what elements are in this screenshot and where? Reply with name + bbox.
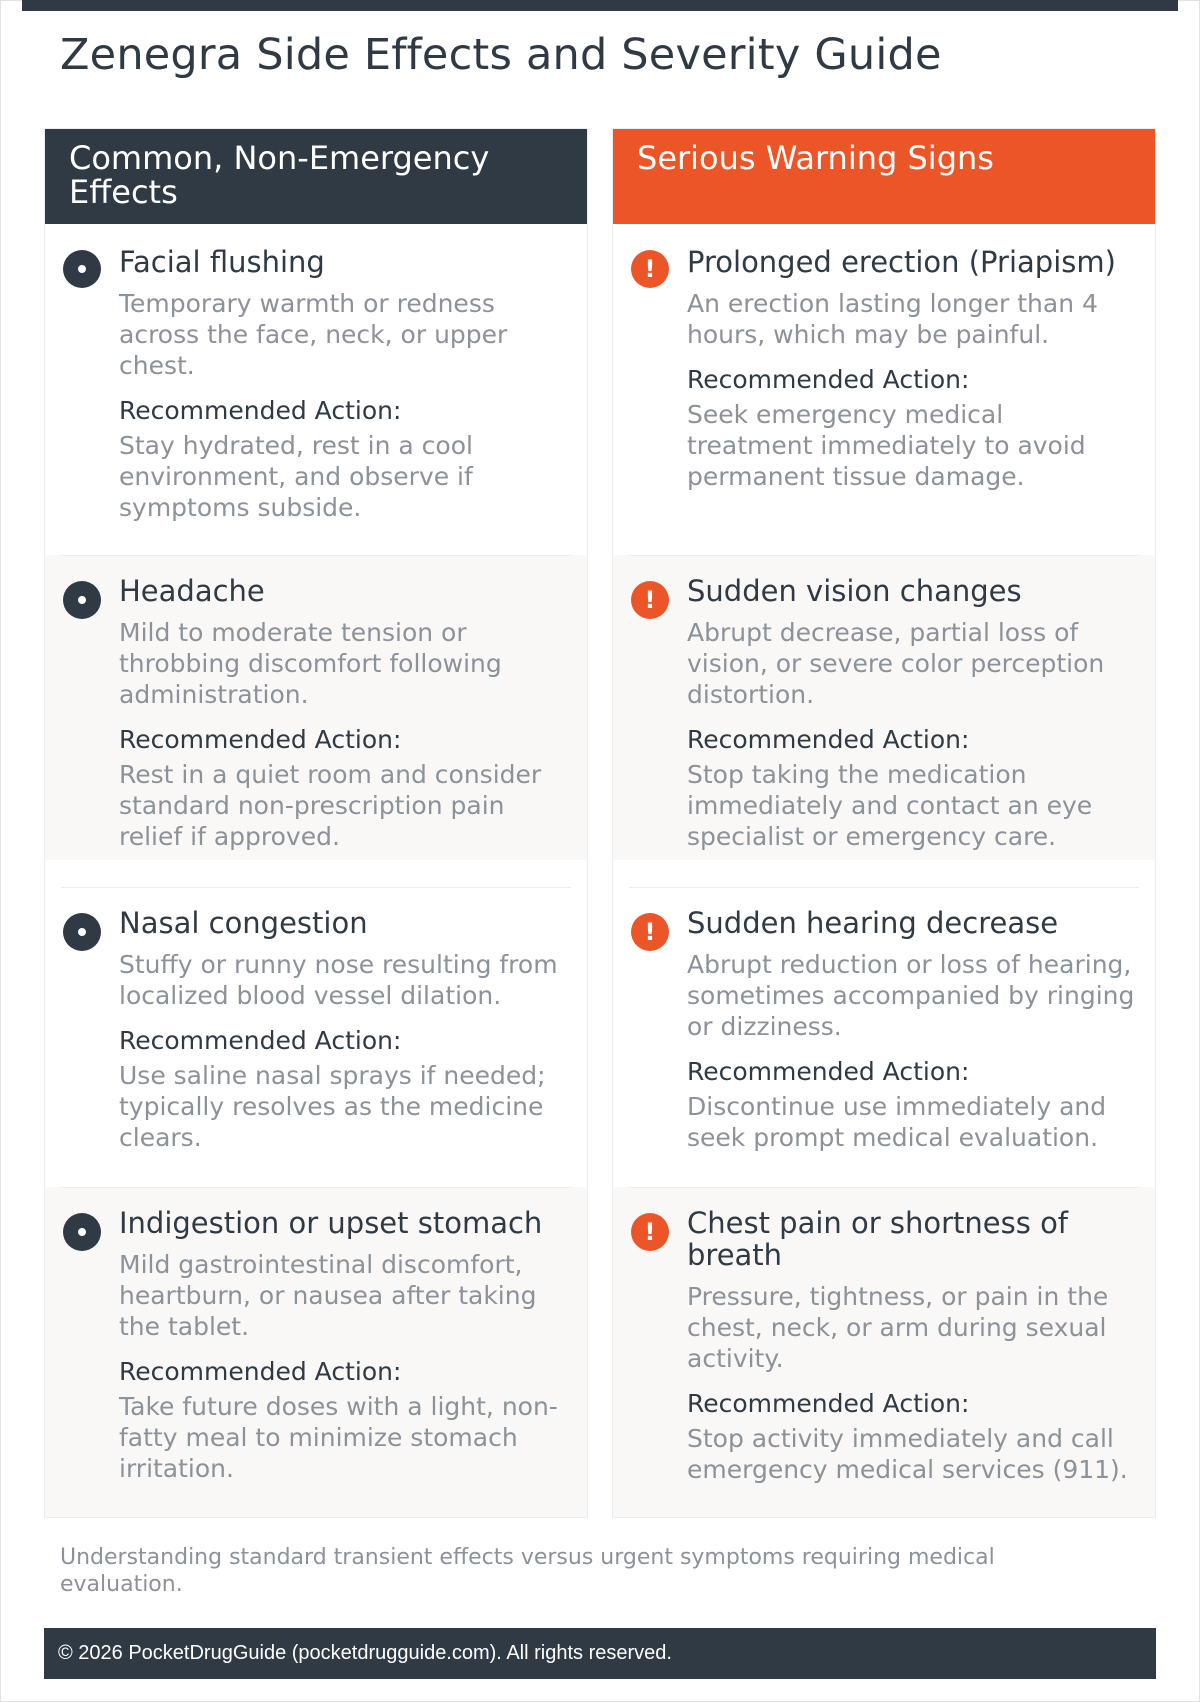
dot-icon <box>63 913 101 951</box>
item-description: Mild to moderate tension or throbbing discomfort following administration. <box>119 618 502 709</box>
alert-icon: ! <box>631 581 669 619</box>
item-divider <box>61 555 571 556</box>
action-text: Use saline nasal sprays if needed; typically resolves as the medicine clears. <box>119 1061 546 1152</box>
alert-icon: ! <box>631 250 669 288</box>
item-divider <box>61 1187 571 1188</box>
item-divider <box>629 887 1139 888</box>
serious-warnings-header: Serious Warning Signs <box>613 129 1155 224</box>
item-divider <box>629 1187 1139 1188</box>
item-title: Chest pain or shortness of breath <box>687 1206 1069 1272</box>
item-description: Abrupt reduction or loss of hearing, sometimes accompanied by ringing or dizziness. <box>687 950 1135 1041</box>
action-text: Stop taking the medication immediately and contact an eye specialist or emergency care. <box>687 760 1093 851</box>
item-description: Pressure, tightness, or pain in the chest, neck, or arm during sexual activity. <box>687 1282 1109 1373</box>
list-item <box>45 555 587 860</box>
action-text: Seek emergency medical treatment immediately to avoid permanent tissue damage. <box>687 400 1086 491</box>
item-description: Stuffy or runny nose resulting from localized blood vessel dilation. <box>119 950 558 1010</box>
item-title: Prolonged erection (Priapism) <box>687 245 1116 279</box>
footer-bar <box>44 1628 1156 1679</box>
serious-warnings-column <box>612 128 1156 1518</box>
item-title: Headache <box>119 574 265 608</box>
list-item <box>613 887 1155 1165</box>
common-effects-header: Common, Non-Emergency Effects <box>45 129 587 224</box>
list-item <box>613 1187 1155 1517</box>
action-text: Discontinue use immediately and seek prompt medical evaluation. <box>687 1092 1107 1152</box>
action-label: Recommended Action: <box>687 725 970 754</box>
dot-icon <box>63 250 101 288</box>
action-text: Rest in a quiet room and consider standard non-prescription pain relief if approved. <box>119 760 542 851</box>
item-divider <box>61 887 571 888</box>
item-title: Sudden hearing decrease <box>687 906 1059 940</box>
item-description: An erection lasting longer than 4 hours, which may be painful. <box>687 289 1098 349</box>
item-description: Abrupt decrease, partial loss of vision, or severe color perception distortion. <box>687 618 1105 709</box>
list-item <box>613 224 1155 529</box>
list-item <box>45 887 587 1165</box>
action-text: Take future doses with a light, non-fatty meal to minimize stomach irritation. <box>119 1392 558 1483</box>
alert-icon: ! <box>631 913 669 951</box>
item-title: Facial flushing <box>119 245 325 279</box>
list-item <box>45 1187 587 1517</box>
item-description: Mild gastrointestinal discomfort, heartburn, or nausea after taking the tablet. <box>119 1250 537 1341</box>
list-item <box>45 224 587 529</box>
copyright-text: © 2026 PocketDrugGuide (pocketdrugguide.com). All rights reserved. <box>58 1642 672 1664</box>
item-title: Nasal congestion <box>119 906 368 940</box>
action-label: Recommended Action: <box>119 1357 402 1386</box>
top-accent-bar <box>22 0 1178 11</box>
action-label: Recommended Action: <box>119 396 402 425</box>
action-text: Stop activity immediately and call emergency medical services (911). <box>687 1424 1128 1484</box>
alert-icon: ! <box>631 1213 669 1251</box>
item-title: Sudden vision changes <box>687 574 1022 608</box>
action-label: Recommended Action: <box>687 1389 970 1418</box>
common-effects-column <box>44 128 588 1518</box>
item-title: Indigestion or upset stomach <box>119 1206 543 1240</box>
action-label: Recommended Action: <box>687 1057 970 1086</box>
list-item <box>613 555 1155 860</box>
footnote: Understanding standard transient effects versus urgent symptoms requiring medical evaluation. <box>60 1545 995 1597</box>
item-description: Temporary warmth or redness across the face, neck, or upper chest. <box>119 289 508 380</box>
dot-icon <box>63 1213 101 1251</box>
item-divider <box>629 555 1139 556</box>
page-title: Zenegra Side Effects and Severity Guide <box>60 30 942 80</box>
action-label: Recommended Action: <box>687 365 970 394</box>
action-text: Stay hydrated, rest in a cool environment, and observe if symptoms subside. <box>119 431 473 522</box>
dot-icon <box>63 581 101 619</box>
action-label: Recommended Action: <box>119 725 402 754</box>
action-label: Recommended Action: <box>119 1026 402 1055</box>
